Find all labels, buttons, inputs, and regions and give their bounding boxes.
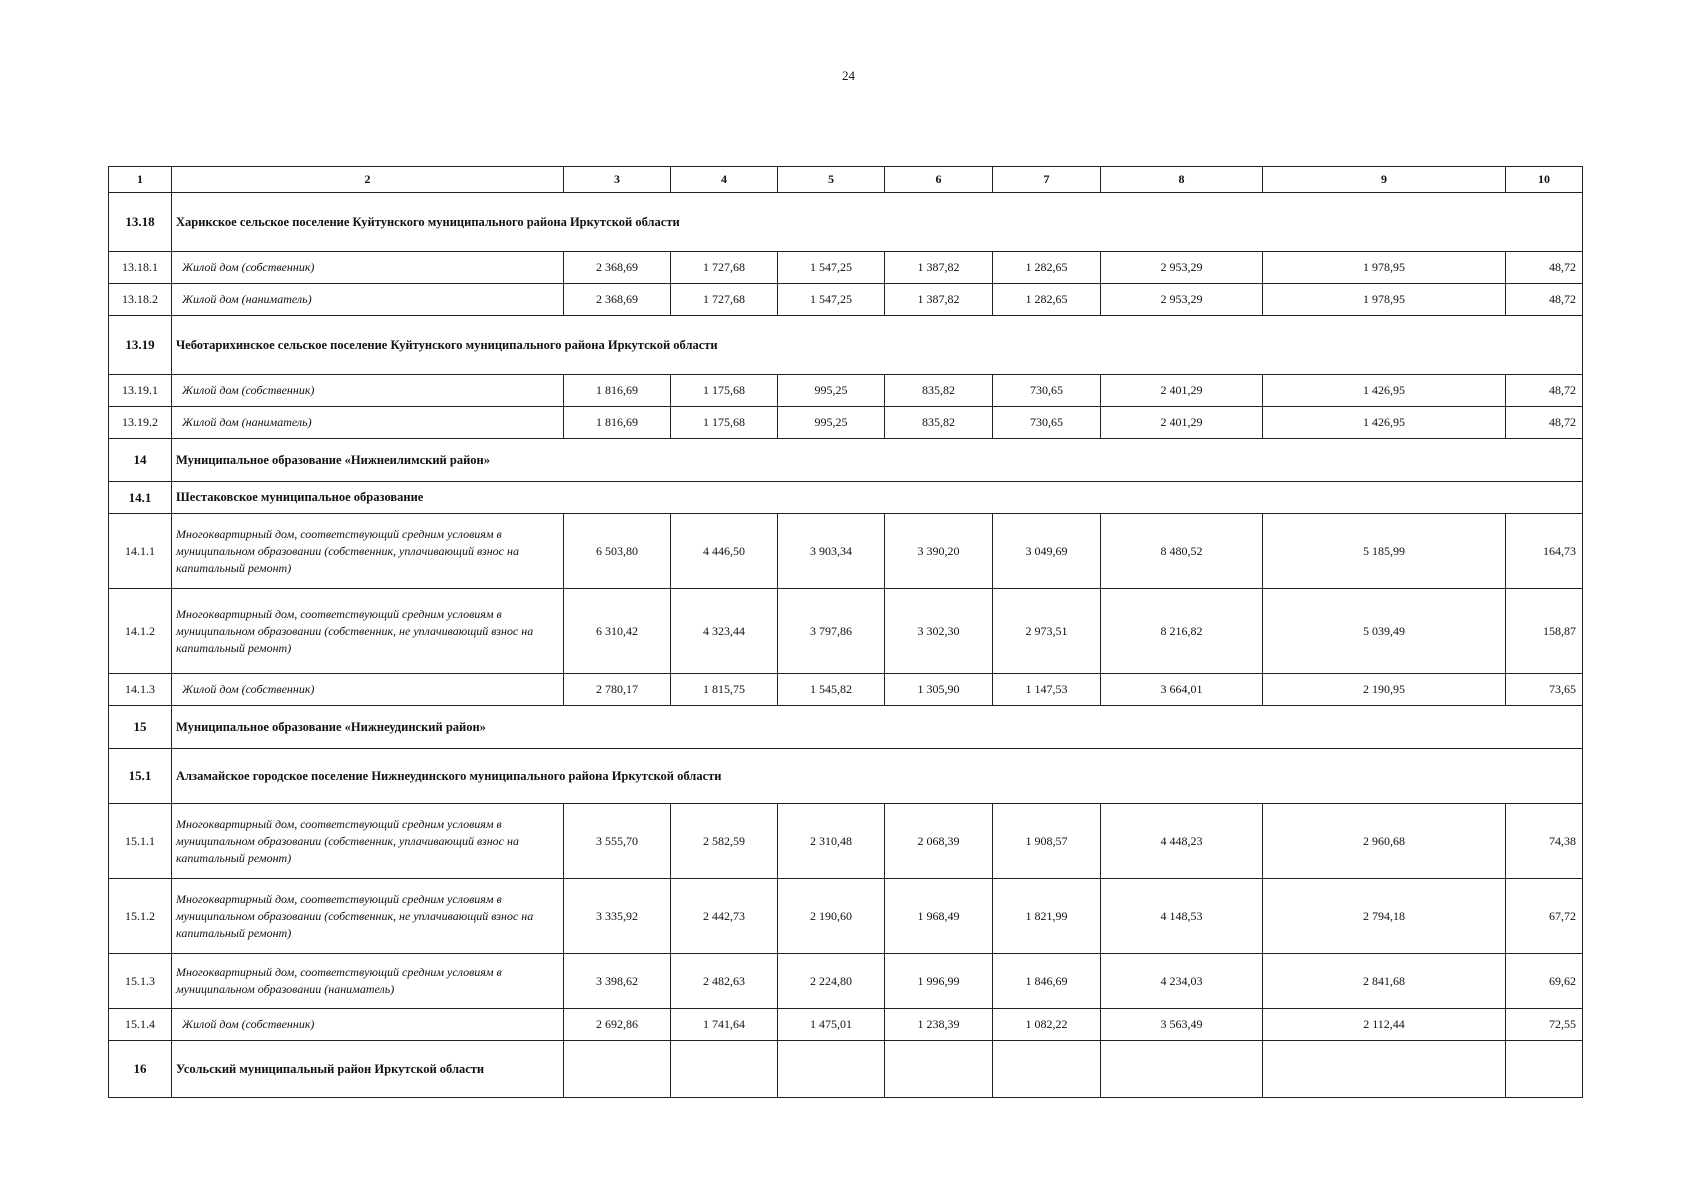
row-description: Многоквартирный дом, соответствующий средним условиям в муниципальном образовании (собственник, уплачивающий взнос на капитальный ремонт): [172, 804, 564, 879]
section-title: Муниципальное образование «Нижнеудинский район»: [172, 706, 1583, 749]
empty-cell: [885, 1041, 993, 1098]
empty-cell: [671, 1041, 778, 1098]
row-code: 13.19.2: [109, 407, 172, 439]
row-code: 15.1.4: [109, 1009, 172, 1041]
cell-value: 1 426,95: [1263, 407, 1506, 439]
table-row: [109, 804, 1583, 879]
cell-value: 730,65: [993, 407, 1101, 439]
cell-value: 1 426,95: [1263, 375, 1506, 407]
cell-value: 8 216,82: [1101, 589, 1263, 674]
row-code: 13.19: [109, 316, 172, 375]
section-row: [109, 706, 1583, 749]
column-header: 6: [885, 167, 993, 193]
cell-value: 1 996,99: [885, 954, 993, 1009]
section-row: [109, 316, 1583, 375]
cell-value: 48,72: [1506, 284, 1583, 316]
column-header: 9: [1263, 167, 1506, 193]
section-row: [109, 482, 1583, 514]
cell-value: 2 401,29: [1101, 407, 1263, 439]
header-row: [109, 167, 1583, 193]
cell-value: 4 446,50: [671, 514, 778, 589]
cell-value: 3 302,30: [885, 589, 993, 674]
tariff-table: [108, 166, 1583, 1098]
empty-cell: [778, 1041, 885, 1098]
row-description: Жилой дом (собственник): [172, 375, 564, 407]
cell-value: 69,62: [1506, 954, 1583, 1009]
cell-value: 4 448,23: [1101, 804, 1263, 879]
row-code: 15: [109, 706, 172, 749]
row-description: Жилой дом (собственник): [172, 1009, 564, 1041]
table-row: [109, 284, 1583, 316]
cell-value: 1 082,22: [993, 1009, 1101, 1041]
row-code: 14.1: [109, 482, 172, 514]
cell-value: 1 908,57: [993, 804, 1101, 879]
row-description: Многоквартирный дом, соответствующий средним условиям в муниципальном образовании (собственник, не уплачивающий взнос на капитальный ремонт): [172, 589, 564, 674]
cell-value: 995,25: [778, 375, 885, 407]
row-description: Жилой дом (собственник): [172, 252, 564, 284]
cell-value: 74,38: [1506, 804, 1583, 879]
row-code: 14.1.3: [109, 674, 172, 706]
cell-value: 158,87: [1506, 589, 1583, 674]
section-title: Чеботарихинское сельское поселение Куйтунского муниципального района Иркутской области: [172, 316, 1583, 375]
column-header: 10: [1506, 167, 1583, 193]
cell-value: 1 282,65: [993, 284, 1101, 316]
cell-value: 164,73: [1506, 514, 1583, 589]
cell-value: 48,72: [1506, 375, 1583, 407]
cell-value: 1 727,68: [671, 252, 778, 284]
cell-value: 1 387,82: [885, 284, 993, 316]
cell-value: 6 310,42: [564, 589, 671, 674]
cell-value: 1 821,99: [993, 879, 1101, 954]
row-description: Жилой дом (наниматель): [172, 284, 564, 316]
cell-value: 2 582,59: [671, 804, 778, 879]
column-header: 1: [109, 167, 172, 193]
empty-cell: [564, 1041, 671, 1098]
row-description: Жилой дом (собственник): [172, 674, 564, 706]
cell-value: 8 480,52: [1101, 514, 1263, 589]
cell-value: 3 563,49: [1101, 1009, 1263, 1041]
cell-value: 1 968,49: [885, 879, 993, 954]
row-code: 13.18.1: [109, 252, 172, 284]
column-header: 5: [778, 167, 885, 193]
cell-value: 2 310,48: [778, 804, 885, 879]
empty-cell: [1506, 1041, 1583, 1098]
cell-value: 1 816,69: [564, 407, 671, 439]
row-code: 14.1.1: [109, 514, 172, 589]
cell-value: 2 794,18: [1263, 879, 1506, 954]
row-description: Многоквартирный дом, соответствующий средним условиям в муниципальном образовании (наниматель): [172, 954, 564, 1009]
table-row: [109, 879, 1583, 954]
empty-cell: [1101, 1041, 1263, 1098]
row-code: 15.1.1: [109, 804, 172, 879]
cell-value: 3 555,70: [564, 804, 671, 879]
cell-value: 4 323,44: [671, 589, 778, 674]
row-code: 15.1.2: [109, 879, 172, 954]
cell-value: 48,72: [1506, 407, 1583, 439]
cell-value: 2 973,51: [993, 589, 1101, 674]
cell-value: 1 175,68: [671, 375, 778, 407]
table-row: [109, 407, 1583, 439]
cell-value: 1 475,01: [778, 1009, 885, 1041]
table-row: [109, 1009, 1583, 1041]
empty-cell: [993, 1041, 1101, 1098]
table-row: [109, 514, 1583, 589]
cell-value: 1 305,90: [885, 674, 993, 706]
cell-value: 4 234,03: [1101, 954, 1263, 1009]
cell-value: 2 692,86: [564, 1009, 671, 1041]
column-header: 4: [671, 167, 778, 193]
table-row: [109, 375, 1583, 407]
row-code: 13.18.2: [109, 284, 172, 316]
section-row: [109, 193, 1583, 252]
column-header: 2: [172, 167, 564, 193]
cell-value: 1 147,53: [993, 674, 1101, 706]
row-code: 16: [109, 1041, 172, 1098]
cell-value: 2 953,29: [1101, 252, 1263, 284]
cell-value: 3 335,92: [564, 879, 671, 954]
section-title: Муниципальное образование «Нижнеилимский район»: [172, 439, 1583, 482]
cell-value: 2 068,39: [885, 804, 993, 879]
cell-value: 1 547,25: [778, 252, 885, 284]
cell-value: 2 190,95: [1263, 674, 1506, 706]
cell-value: 1 545,82: [778, 674, 885, 706]
cell-value: 835,82: [885, 375, 993, 407]
section-row: [109, 749, 1583, 804]
section-title: Харикское сельское поселение Куйтунского муниципального района Иркутской области: [172, 193, 1583, 252]
cell-value: 2 368,69: [564, 284, 671, 316]
section-row: [109, 1041, 1583, 1098]
cell-value: 67,72: [1506, 879, 1583, 954]
section-row: [109, 439, 1583, 482]
row-description: Многоквартирный дом, соответствующий средним условиям в муниципальном образовании (собственник, не уплачивающий взнос на капитальный ремонт): [172, 879, 564, 954]
cell-value: 1 816,69: [564, 375, 671, 407]
cell-value: 2 960,68: [1263, 804, 1506, 879]
cell-value: 3 903,34: [778, 514, 885, 589]
section-title: Шестаковское муниципальное образование: [172, 482, 1583, 514]
cell-value: 3 797,86: [778, 589, 885, 674]
cell-value: 1 175,68: [671, 407, 778, 439]
cell-value: 48,72: [1506, 252, 1583, 284]
cell-value: 1 547,25: [778, 284, 885, 316]
row-code: 13.19.1: [109, 375, 172, 407]
column-header: 3: [564, 167, 671, 193]
cell-value: 1 978,95: [1263, 284, 1506, 316]
table-row: [109, 954, 1583, 1009]
cell-value: 2 224,80: [778, 954, 885, 1009]
cell-value: 1 727,68: [671, 284, 778, 316]
cell-value: 1 387,82: [885, 252, 993, 284]
table-row: [109, 252, 1583, 284]
column-header: 8: [1101, 167, 1263, 193]
cell-value: 1 978,95: [1263, 252, 1506, 284]
cell-value: 1 846,69: [993, 954, 1101, 1009]
empty-cell: [1263, 1041, 1506, 1098]
cell-value: 3 664,01: [1101, 674, 1263, 706]
row-code: 14: [109, 439, 172, 482]
cell-value: 1 282,65: [993, 252, 1101, 284]
cell-value: 2 953,29: [1101, 284, 1263, 316]
cell-value: 1 815,75: [671, 674, 778, 706]
table-row: [109, 674, 1583, 706]
cell-value: 2 112,44: [1263, 1009, 1506, 1041]
cell-value: 6 503,80: [564, 514, 671, 589]
column-header: 7: [993, 167, 1101, 193]
cell-value: 4 148,53: [1101, 879, 1263, 954]
cell-value: 1 238,39: [885, 1009, 993, 1041]
cell-value: 73,65: [1506, 674, 1583, 706]
section-title: Алзамайское городское поселение Нижнеудинского муниципального района Иркутской области: [172, 749, 1583, 804]
cell-value: 2 482,63: [671, 954, 778, 1009]
row-code: 13.18: [109, 193, 172, 252]
row-code: 15.1: [109, 749, 172, 804]
cell-value: 5 039,49: [1263, 589, 1506, 674]
cell-value: 3 390,20: [885, 514, 993, 589]
cell-value: 2 368,69: [564, 252, 671, 284]
cell-value: 730,65: [993, 375, 1101, 407]
table-row: [109, 589, 1583, 674]
cell-value: 2 401,29: [1101, 375, 1263, 407]
cell-value: 1 741,64: [671, 1009, 778, 1041]
row-description: Многоквартирный дом, соответствующий средним условиям в муниципальном образовании (собственник, уплачивающий взнос на капитальный ремонт): [172, 514, 564, 589]
cell-value: 3 049,69: [993, 514, 1101, 589]
row-code: 15.1.3: [109, 954, 172, 1009]
cell-value: 2 442,73: [671, 879, 778, 954]
row-code: 14.1.2: [109, 589, 172, 674]
cell-value: 72,55: [1506, 1009, 1583, 1041]
cell-value: 3 398,62: [564, 954, 671, 1009]
cell-value: 995,25: [778, 407, 885, 439]
cell-value: 2 841,68: [1263, 954, 1506, 1009]
cell-value: 5 185,99: [1263, 514, 1506, 589]
row-description: Жилой дом (наниматель): [172, 407, 564, 439]
cell-value: 2 780,17: [564, 674, 671, 706]
section-title: Усольский муниципальный район Иркутской области: [172, 1041, 564, 1098]
page-number: 24: [842, 68, 855, 83]
cell-value: 835,82: [885, 407, 993, 439]
cell-value: 2 190,60: [778, 879, 885, 954]
